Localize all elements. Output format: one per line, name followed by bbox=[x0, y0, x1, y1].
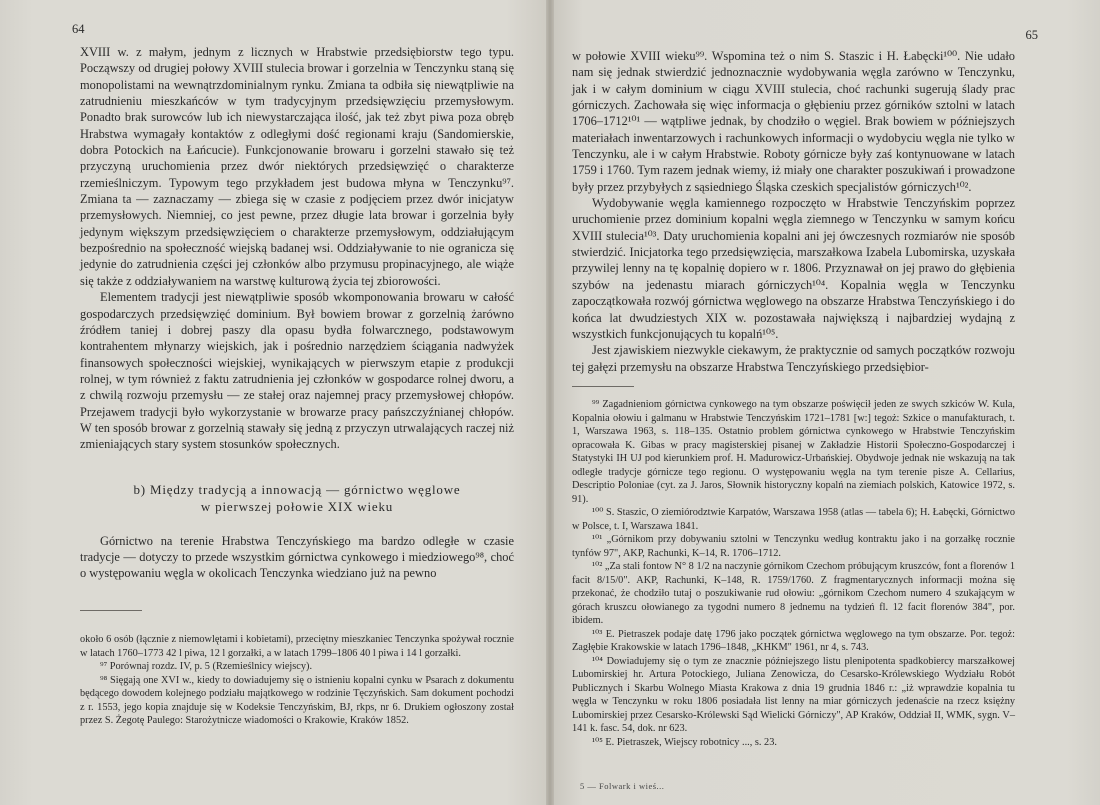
paragraph: w połowie XVIII wieku⁹⁹. Wspomina też o nim S. Staszic i H. Łabęcki¹⁰⁰. Nie udało nam się jednak stwierdzić jednoznacznie wydobywania węgla zarówno w Tenczynku, jak i w całym dominium w ciągu XVIII stulecia, choć rachunki sugerują ślady prac górniczych. Zachowała się więc informacja o głębieniu przez górników sztolni w latach 1706–1712¹⁰¹ — wątpliwe jednak, by chodziło o węgiel. Brak bowiem w późniejszych materiałach inwentarzowych i rachunkowych informacji o wydobyciu węgla nie tylko w Tenczynku, ale i w całym Hrabstwie. Roboty górnicze były zaś kontynuowane w latach 1759 i 1760. Tym razem jednak wiemy, iż miały one charakter poszukiwań i prowadzone były przez przybyłych z sąsiedniego Śląska czeskich specjalistów górniczych¹⁰². bbox=[572, 49, 1015, 194]
paragraph: Wydobywanie węgla kamiennego rozpoczęto w Hrabstwie Tenczyńskim poprzez uruchomienie przez dominium kopalni węgla ziemnego w Tenczynku w samym końcu XVIII stulecia¹⁰³. Daty uruchomienia kopalni ani jej ówczesnych rozmiarów nie sposób stwierdzić. Inicjatorka tego przedsięwzięcia, marszałkowa Izabela Lubomirska, uzyskała przywilej lenny na tę kopalnię dopiero w r. 1806. Przyznawał on jej prawo do głębienia szybów na jedenastu miarach górniczych¹⁰⁴. Kopalnia węgla w Tenczynku zapoczątkowała rozwój górnictwa węglowego na obszarze Hrabstwa Tenczyńskiego i do końca lat dwudziestych XIX w. pozostawała największą i najbardziej wydajną z wszystkich funkcjonujących tu kopalń¹⁰⁵. bbox=[572, 196, 1015, 341]
footnote: ¹⁰⁵ E. Pietraszek, Wiejscy robotnicy ..., s. 23. bbox=[592, 736, 777, 748]
footnote-rule bbox=[572, 386, 634, 387]
printer-signature: 5 — Folwark i wieś... bbox=[580, 781, 665, 791]
footnote: ¹⁰² „Za stali fontow N° 8 1/2 na naczynie górnikom Czechom próbującym kruszców, font a florenów 1 facit 8/15/0". AKP, Rachunki, K–148, R. 1759/1760. Z fragmentarycznych informacji można się przekonać, że chodziło tutaj o poszukiwanie rud ołowiu: „górnikom Czechom numero 4 szukającym w górach kruszcu ołowianego za tygodni numero 8 jednemu na tydzień fl. 12 facit florenów 384", por. ibidem. bbox=[572, 561, 1015, 626]
page-number-left: 64 bbox=[72, 22, 85, 36]
right-footnotes bbox=[572, 398, 1015, 749]
paragraph: XVIII w. z małym, jednym z licznych w Hrabstwie przedsiębiorstw tego typu. Począwszy od drugiej połowy XVIII stulecia browar i gorzelnia w Tenczynku staną się monopolistami na wewnątrzdominialnym rynku. Zmiana ta odbiła się niewątpliwie na zatrudnieniu mieszkańców w tym tradycyjnym przedsięwzięciu przemysłowym. Ponadto brak surowców lub ich niewystarczająca ilość, jak też zbyt piwa poza obręb Hrabstwa wymagały kontaktów z odległymi dość regionami kraju (Sandomierskie, dobra Potockich na Łańcucie). Funkcjonowanie browaru i gorzelni stawało się też przyczyną uruchomienia przez dwór niektórych przedsięwzięć o charakterze rzemieślniczym. Typowym tego przykładem jest budowa młyna w Tenczynku⁹⁷. Zmiana ta — zaznaczamy — zbiega się w czasie z podjęciem przez dwór inicjatyw przemysłowych. Niemniej, co jest pewne, przez długie lata browar i gorzelnia były jedynym większym przedsięwzięciem o charakterze przemysłowym, oddziałującym bezpośrednio na społeczność wiejską badanej wsi. Oddziaływanie to nie ogranicza się jedynie do zatrudnienia części jej członków albo przymusu propinacyjnego, ale wiąże się także z oddziaływaniem na warstwę kulturową życia tej zbiorowości. bbox=[80, 45, 514, 288]
footnote: ¹⁰⁴ Dowiadujemy się o tym ze znacznie późniejszego listu plenipotenta spadkobiercy marszałkowej Lubomirskiej hr. Artura Potockiego, Juliana Zenowicza, do Cesarsko-Królewskiego Wydziału Robót Publicznych i Skarbu Wolnego Miasta Krakowa z dnia 19 grudnia 1846 r.: „iż wprawdzie kopalnia tu węgla w Tenczynku w roku 1806 posiadała list lenny na miar górniczych jedenaście na rzecz księżny Lubomirskiej przez Cesarsko-Królewski Sąd Wielicki Górniczy", AP Kraków, Oddział II, WMK, sygn. V–141 k. fasc. 54, dok. nr 623. bbox=[572, 655, 1015, 734]
paragraph: Górnictwo na terenie Hrabstwa Tenczyńskiego ma bardzo odległe w czasie tradycje — dotyczy to przede wszystkim górnictwa cynkowego i miedziowego⁹⁸, choć o występowaniu węgla w okolicach Tenczynka wiedziano już na pewno bbox=[80, 533, 514, 581]
footnote: ¹⁰¹ „Górnikom przy dobywaniu sztolni w Tenczynku według kontraktu jako i na gorzałkę rocznie tynfów 97", AKP, Rachunki, K–14, R. 1706–1712. bbox=[572, 534, 1015, 559]
page-number-right: 65 bbox=[1025, 28, 1038, 42]
book-gutter bbox=[546, 0, 554, 805]
section-heading-line: b) Między tradycją a innowacją — górnictwo węglowe bbox=[133, 481, 461, 497]
right-page bbox=[550, 0, 1100, 805]
right-body-text bbox=[572, 48, 1015, 375]
footnote: ¹⁰³ E. Pietraszek podaje datę 1796 jako początek górnictwa węglowego na tym obszarze. Por. tegoż: Zagłębie Krakowskie w latach 1796–1848, „KHKM" 1961, nr 4, s. 743. bbox=[572, 628, 1015, 653]
footnote: ⁹⁹ Zagadnieniom górnictwa cynkowego na tym obszarze poświęcił jeden ze swych szkiców W. Kula, Kopalnia ołowiu i galmanu w Hrabstwie Tenczyńskim 1721–1781 [w:] tegoż: Szkice o manufakturach, t. 1, Warszawa 1963, s. 118–135. Ostatnio problem górnictwa cynkowego w Hrabstwie Tenczyńskim opracowała K. Gibas w pracy magisterskiej pisanej w Zakładzie Historii Społeczno-Gospodarczej i Statystyki IH UJ pod kierunkiem prof. H. Madurowicz-Urbańskiej. Obydwoje jednak nie wskazują na tak odległe tradycje górnicze tego regionu. O występowaniu węgla na tym terenie pisze A. Cellarius, Descriptio Poloniae (cyt. za J. Jaros, Słownik historyczny kopalń na ziemiach polskich, Katowice 1972, s. 91). bbox=[572, 399, 1015, 505]
footnote: ⁹⁸ Sięgają one XVI w., kiedy to dowiadujemy się o istnieniu kopalni cynku w Psarach z dokumentu będącego dowodem kolejnego podziału majątkowego w rodzinie Tęczyńskich. Sam dokument pochodzi z r. 1553, jego kopia znajduje się w Kodeksie Tenczyńskim, BJ, rkps, nr 6. Drukiem ogłoszony został przez S. Żegotę Paulego: Starożytnicze wiadomości o Krakowie, Kraków 1852. bbox=[80, 674, 514, 726]
footnote-rule bbox=[80, 610, 142, 611]
footnote: około 6 osób (łącznie z niemowlętami i kobietami), przeciętny mieszkaniec Tenczynka spożywał rocznie w latach 1760–1773 42 l piwa, 12 l gorzałki, a w latach 1799–1806 40 l piwa i 14 l gorzałki. bbox=[80, 634, 514, 659]
section-heading bbox=[80, 481, 514, 515]
paragraph: Jest zjawiskiem niezwykle ciekawym, że praktycznie od samych początków rozwoju tej gałęzi przemysłu na obszarze Hrabstwa Tenczyńskiego przedsiębior- bbox=[572, 343, 1015, 374]
footnote: ¹⁰⁰ S. Staszic, O ziemiórodztwie Karpatów, Warszawa 1958 (atlas — tabela 6); H. Łabęcki, Górnictwo w Polsce, t. I, Warszawa 1841. bbox=[572, 507, 1015, 532]
paragraph: Elementem tradycji jest niewątpliwie sposób wkomponowania browaru w całość gospodarczych przedsięwzięć dominium. Był bowiem browar z gorzelnią żarówno źródłem taniej i dobrej paszy dla opasu bydła folwarcznego, podstawowym kontrahentem młynarzy wiejskich, jak i pośrednio narzędziem ściągania nadwyżek finansowych społeczności wiejskiej, wynikających w pierwszym etapie z produkcji rolnej, w tym również z faktu zatrudnienia jej członków w gospodarce rolnej dworu, a z chwilą rozwoju przemysłu — ze stałej oraz najemnej pracy przemysłowej chłopów. Przejawem tradycji było wykorzystanie w browarze pracy pańszczyźnianej chłopów. W ten sposób browar z gorzelnią stawały się jedną z przyczyn utrwalających raczej niż zmieniających stary system stosunków społecznych. bbox=[80, 290, 514, 452]
footnote: ⁹⁷ Porównaj rozdz. IV, p. 5 (Rzemieślnicy wiejscy). bbox=[100, 661, 313, 672]
left-footnotes bbox=[80, 633, 514, 728]
section-heading-line: w pierwszej połowie XIX wieku bbox=[200, 498, 394, 514]
left-body-text bbox=[80, 44, 514, 582]
